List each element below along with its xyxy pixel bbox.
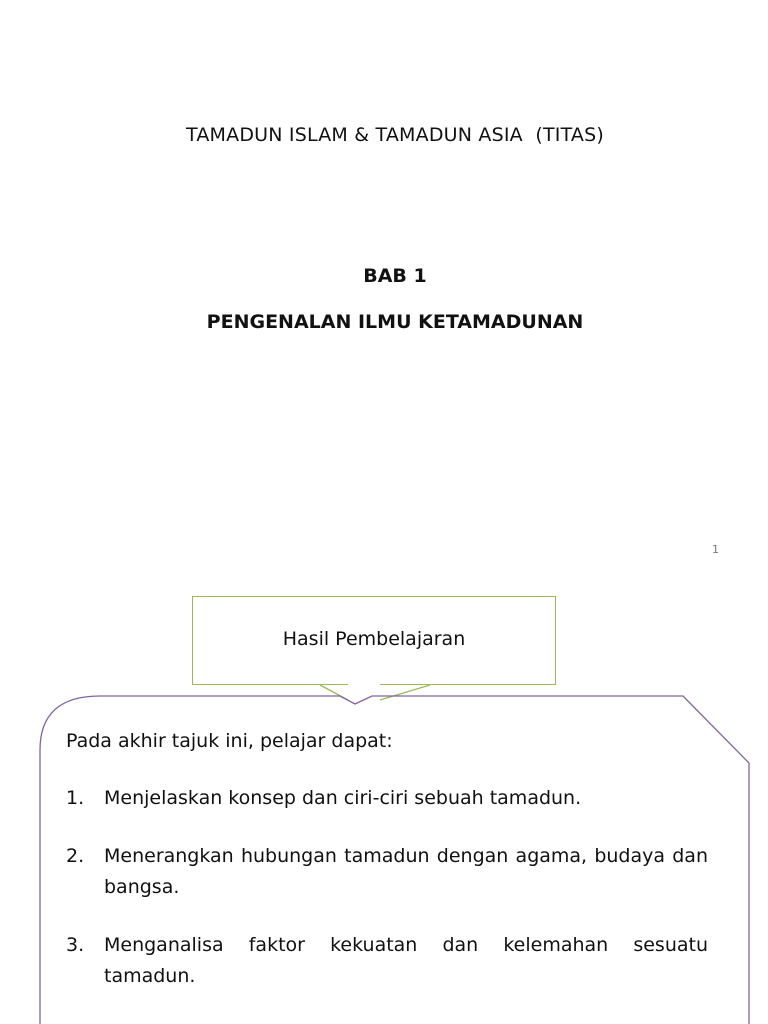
- list-item: [66, 783, 708, 814]
- learning-outcomes-list: [66, 726, 708, 1019]
- list-item: [66, 841, 708, 903]
- slide-title: TAMADUN ISLAM & TAMADUN ASIA (TITAS): [186, 124, 604, 146]
- outcomes-intro: Pada akhir tajuk ini, pelajar dapat:: [66, 730, 393, 752]
- list-item: [66, 930, 708, 992]
- list-item-text: Menganalisa faktor kekuatan dan kelemahan sesuatu tamadun.: [104, 934, 708, 987]
- page-number: 1: [712, 543, 719, 556]
- callout-title: Hasil Pembelajaran: [282, 628, 466, 650]
- list-item-text: Menjelaskan konsep dan ciri-ciri sebuah tamadun.: [104, 787, 582, 809]
- chapter-title: PENGENALAN ILMU KETAMADUNAN: [206, 311, 584, 333]
- list-item-number: 1.: [66, 787, 85, 809]
- chapter-label: BAB 1: [363, 265, 427, 287]
- list-item-number: 2.: [66, 845, 85, 867]
- list-item-number: 3.: [66, 934, 85, 956]
- list-item-text: Menerangkan hubungan tamadun dengan agama, budaya dan bangsa.: [104, 845, 708, 898]
